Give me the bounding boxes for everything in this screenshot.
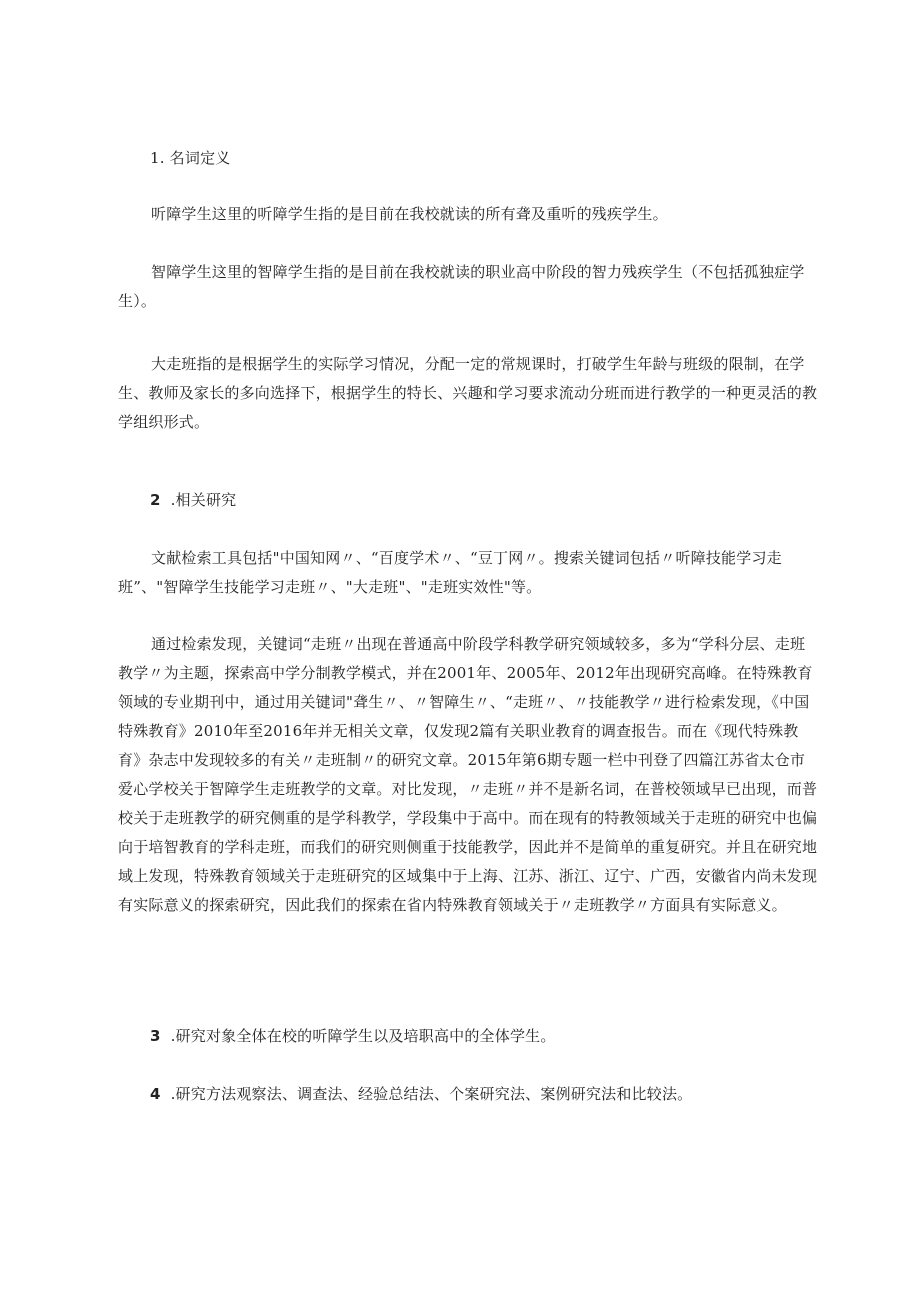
definition-hearing-impaired: 听障学生这里的听障学生指的是目前在我校就读的所有聋及重听的残疾学生。 (151, 205, 668, 223)
section-3-text: .研究对象全体在校的听障学生以及培职高中的全体学生。 (170, 1027, 556, 1045)
search-tools-paragraph: 文献检索工具包括"中国知网〃、“百度学术〃、“豆丁网〃。搜索关键词包括〃听障技能学习走班”、"智障学生技能学习走班〃、"大走班"、"走班实效性"等。 (118, 549, 782, 596)
section-4-paragraph (150, 1080, 850, 1109)
section-3-number: 3 (150, 1027, 161, 1045)
section-2-heading (150, 486, 850, 515)
section-2-number: 2 (150, 491, 161, 509)
search-findings-paragraph: 通过检索发现，关键词“走班〃出现在普通高中阶段学科教学研究领域较多，多为“学科分层、走班教学〃为主题，探索高中学分制教学模式，并在2001年、2005年、2012年出现研究高峰。在特殊教育领域的专业期刊中，通过用关键词"聋生〃、〃智障生〃、“走班〃、〃技能教学〃进行检索发现，《中国特殊教育》2010年至2016年并无相关文章，仅发现2篇有关职业教育的调查报告。而在《现代特殊教育》杂志中发现较多的有关〃走班制〃的研究文章。2015年第6期专题一栏中刊登了四篇江苏省太仓市爱心学校关于智障学生走班教学的文章。对比发现，〃走班〃并不是新名词，在普校领域早已出现，而普校关于走班教学的研究侧重的是学科教学，学段集中于高中。而在现有的特教领域关于走班的研究中也偏向于培智教育的学科走班，而我们的研究则侧重于技能教学，因此并不是简单的重复研究。并且在研究地域上发现，特殊教育领域关于走班研究的区域集中于上海、江苏、浙江、辽宁、广西，安徽省内尚未发现有实际意义的探索研究，因此我们的探索在省内特殊教育领域关于〃走班教学〃方面具有实际意义。 (118, 635, 818, 914)
section-3-paragraph (150, 1022, 850, 1051)
section-1-heading: 1. 名词定义 (150, 149, 231, 167)
section-4-number: 4 (150, 1085, 161, 1103)
section-4-text: .研究方法观察法、调查法、经验总结法、个案研究法、案例研究法和比较法。 (170, 1085, 693, 1103)
section-2-title: .相关研究 (170, 491, 237, 509)
definition-intellectual-impaired: 智障学生这里的智障学生指的是目前在我校就读的职业高中阶段的智力残疾学生（不包括孤独症学生）。 (118, 263, 805, 310)
definition-big-mobile-class: 大走班指的是根据学生的实际学习情况，分配一定的常规课时，打破学生年龄与班级的限制，在学生、教师及家长的多向选择下，根据学生的特长、兴趣和学习要求流动分班而进行教学的一种更灵活的教学组织形式。 (118, 355, 818, 431)
